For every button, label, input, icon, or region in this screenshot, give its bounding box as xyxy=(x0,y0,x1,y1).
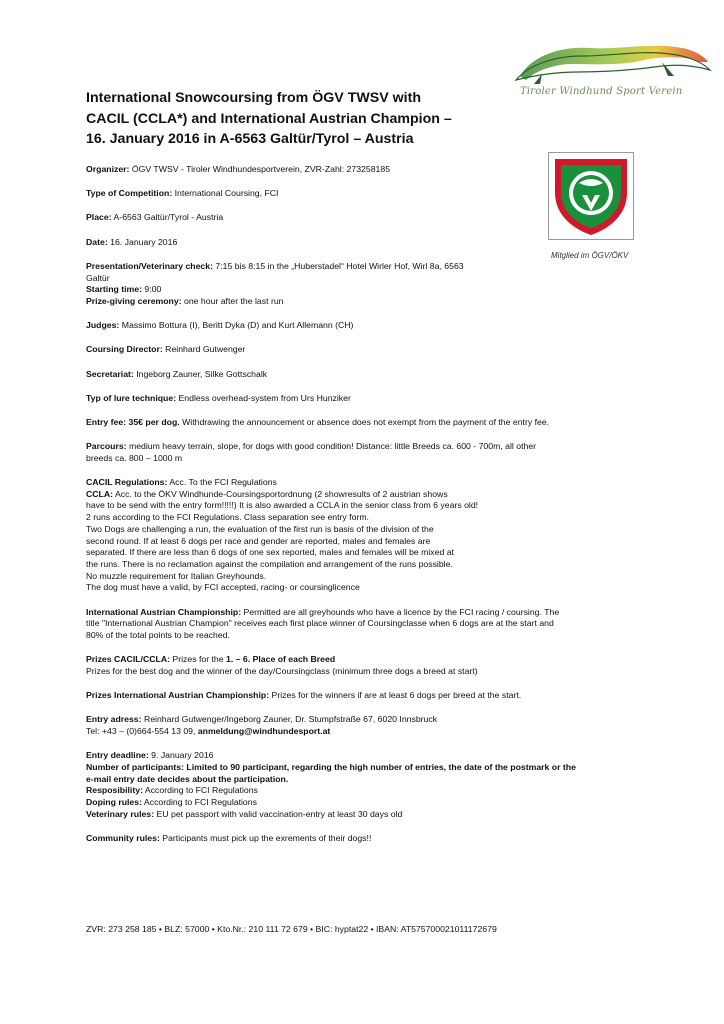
field-entry-fee: Entry fee: 35€ per dog. Withdrawing the announcement or absence does not exempt from the payment of the entry fee. xyxy=(86,416,550,427)
field-start: Starting time: 9:00 xyxy=(86,284,162,295)
field-place: Place: A-6563 Galtür/Tyrol - Austria xyxy=(86,212,224,223)
entry-email: anmeldung@windhundesport.at xyxy=(197,726,331,736)
title-line: International Snowcoursing from ÖGV TWSV with xyxy=(86,90,421,106)
field-organizer: Organizer: ÖGV TWSV - Tiroler Windhundesportverein, ZVR-Zahl: 273258185 xyxy=(86,164,391,174)
title-line: CACIL (CCLA*) and International Austrian Champion – xyxy=(86,110,452,127)
field-deadline: Entry deadline: 9. January 2016 xyxy=(86,750,214,761)
field-prizes-championship: Prizes International Austrian Championship: Prizes for the winners if are at least 6 dogs per breed at the start. xyxy=(86,690,522,701)
field-participants: Number of participants: Limited to 90 participant, regarding the high number of entries, the date of the postmark or the e-mail entry date decides about the participation. xyxy=(86,761,576,784)
field-prizes-cacil: Prizes CACIL/CCLA: Prizes for the 1. – 6. Place of each Breed Prizes for the best dog and the winner of the day/Coursingclass (minimum three dogs a breed at start) xyxy=(86,654,478,676)
greyhound-logo-icon xyxy=(512,36,712,88)
field-ccla: CCLA: Acc. to the ÖKV Windhunde-Coursingsportordnung (2 showresults of 2 austrian shows have to be send with the entry form!!!!!) It is also awarded a CCLA in the senior class from 6 years old! 2 runs according to the FCI Regulations. Class separation see entry form. Two Dogs are challenging a run, the evaluation of the first run is basis of the division of the second round. If at least 6 dogs per race and gender are reported, males and females are separated. If there are less than 6 dogs of one sex reported, males and females will be mixed at the runs. There is no reclamation against the compilation and arrangement of the runs possible. No muzzle requirement for Italian Greyhounds. The dog must have a valid, by FCI accepted, racing- or coursinglicence xyxy=(86,488,479,593)
field-community: Community rules: Participants must pick up the exrements of their dogs!! xyxy=(86,832,372,843)
field-lure: Typ of lure technique: Endless overhead-system from Urs Hunziker xyxy=(86,392,351,403)
title-line: 16. January 2016 in A-6563 Galtür/Tyrol – Austria xyxy=(86,131,414,147)
document-body xyxy=(86,164,644,845)
field-cacil: CACIL Regulations: Acc. To the FCI Regulations xyxy=(86,477,277,488)
field-entry-address: Entry adress: Reinhard Gutwenger/Ingeborg Zauner, Dr. Stumpfstraße 67, 6020 Innsbruck Tel: +43 – (0)664-554 13 09, anmeldung@windhundesport.at xyxy=(86,714,438,736)
field-vet-check: Presentation/Veterinary check: 7:15 bis 8:15 in the „Huberstadel“ Hotel Wirler Hof, Wirl 8a, 6563 Galtür xyxy=(86,260,464,283)
field-secretariat: Secretariat: Ingeborg Zauner, Silke Gottschalk xyxy=(86,368,268,379)
field-director: Coursing Director: Reinhard Gutwenger xyxy=(86,344,246,355)
field-responsibility: Resposibility: According to FCI Regulations xyxy=(86,785,258,796)
field-judges: Judges: Massimo Bottura (I), Beritt Dyka (D) and Kurt Allemann (CH) xyxy=(86,320,354,331)
field-championship: International Austrian Championship: Permitted are all greyhounds who have a licence by the FCI racing / coursing. The title "International Austrian Champion" receives each first place winner of Coursingclasse when 6 dogs are at the start and 80% of the total points to be reached. xyxy=(86,606,560,640)
field-type: Type of Competition: International Coursing, FCI xyxy=(86,188,279,199)
membership-caption: Mitglied im ÖGV/ÖKV xyxy=(551,251,629,260)
bank-footer: ZVR: 273 258 185 • BLZ: 57000 • Kto.Nr.: 210 111 72 679 • BIC: hyptat22 • IBAN: AT575700021011172679 xyxy=(86,924,497,934)
logo-text: Tiroler Windhund Sport Verein xyxy=(520,86,683,97)
page-title xyxy=(86,88,506,150)
field-prize: Prize-giving ceremony: one hour after the last run xyxy=(86,295,284,306)
field-parcours: Parcours: medium heavy terrain, slope, for dogs with good condition! Distance: little Breeds ca. 600 - 700m, all other breeds ca. 800 – 1000 m xyxy=(86,441,537,463)
club-logo xyxy=(512,36,712,102)
field-date: Date: 16. January 2016 xyxy=(86,236,178,247)
field-doping: Doping rules: According to FCI Regulations xyxy=(86,797,257,808)
field-veterinary: Veterinary rules: EU pet passport with valid vaccination-entry at least 30 days old xyxy=(86,808,403,819)
